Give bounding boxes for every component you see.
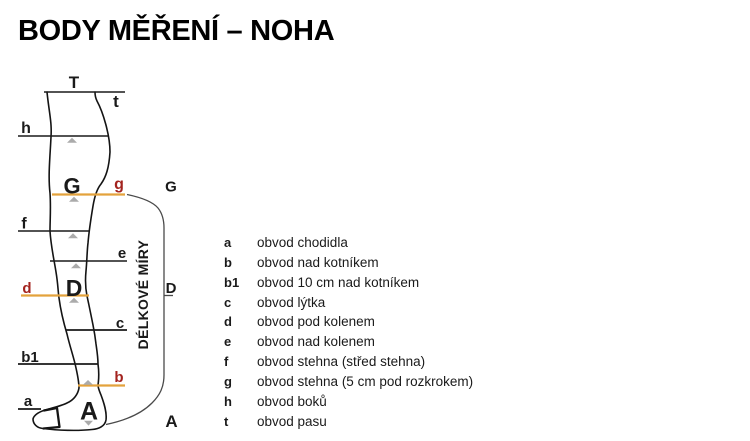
page-title: BODY MĚŘENÍ – NOHA xyxy=(18,15,335,47)
label-t: t xyxy=(113,92,119,111)
label-g: g xyxy=(114,176,124,193)
legend-desc: obvod pod kolenem xyxy=(257,314,375,330)
label-T: T xyxy=(68,73,80,92)
legend-desc: obvod stehna (5 cm pod rozkrokem) xyxy=(257,373,474,389)
legend-key: c xyxy=(224,294,232,310)
legend-key: h xyxy=(224,393,232,409)
legend-key: t xyxy=(224,413,229,429)
leg-measurement-diagram xyxy=(0,0,210,441)
legend-key: e xyxy=(224,334,232,350)
legend-desc: obvod nad kolenem xyxy=(257,334,375,350)
legend-row-e xyxy=(224,332,473,352)
label-b1: b1 xyxy=(21,349,39,366)
legend-key: b1 xyxy=(224,274,240,290)
legend xyxy=(224,233,473,431)
marker-triangle-e xyxy=(71,263,81,268)
legend-key: a xyxy=(224,235,232,250)
label-a: a xyxy=(23,393,33,410)
legend-row-a xyxy=(224,233,473,253)
bracket-label-D: D xyxy=(165,280,177,297)
legend-row-f xyxy=(224,352,473,372)
legend-desc: obvod chodidla xyxy=(257,235,348,250)
label-h: h xyxy=(21,120,31,137)
legend-row-d xyxy=(224,312,473,332)
legend-desc: obvod nad kotníkem xyxy=(257,254,379,270)
label-c: c xyxy=(115,315,125,332)
legend-desc: obvod boků xyxy=(257,393,327,409)
legend-desc: obvod stehna (střed stehna) xyxy=(257,354,426,370)
legend-row-c xyxy=(224,293,473,313)
bracket-title-vertical: DÉLKOVÉ MÍRY xyxy=(135,239,151,350)
bracket-label-A: A xyxy=(165,412,178,431)
legend-desc: obvod lýtka xyxy=(257,294,326,310)
legend-key: g xyxy=(224,373,232,389)
legend-desc: obvod pasu xyxy=(257,413,327,429)
legend-row-h xyxy=(224,392,473,412)
toe-band xyxy=(44,408,60,429)
label-b: b xyxy=(114,369,124,386)
label-d: d xyxy=(22,280,32,297)
label-A: A xyxy=(79,397,99,426)
legend-row-b xyxy=(224,253,473,273)
legend-row-b1 xyxy=(224,273,473,293)
legend-key: b xyxy=(224,254,232,270)
marker-triangle-h xyxy=(67,138,77,143)
label-G: G xyxy=(63,173,81,199)
label-f: f xyxy=(21,215,27,233)
legend-key: f xyxy=(224,354,229,370)
label-D: D xyxy=(65,275,83,301)
label-e: e xyxy=(117,245,127,262)
legend-row-t xyxy=(224,412,473,432)
legend-desc: obvod 10 cm nad kotníkem xyxy=(257,274,420,290)
legend-key: d xyxy=(224,314,232,330)
marker-triangle-f xyxy=(68,233,78,238)
marker-triangle-b xyxy=(83,380,93,385)
bracket-label-G: G xyxy=(165,178,177,196)
legend-row-g xyxy=(224,372,473,392)
